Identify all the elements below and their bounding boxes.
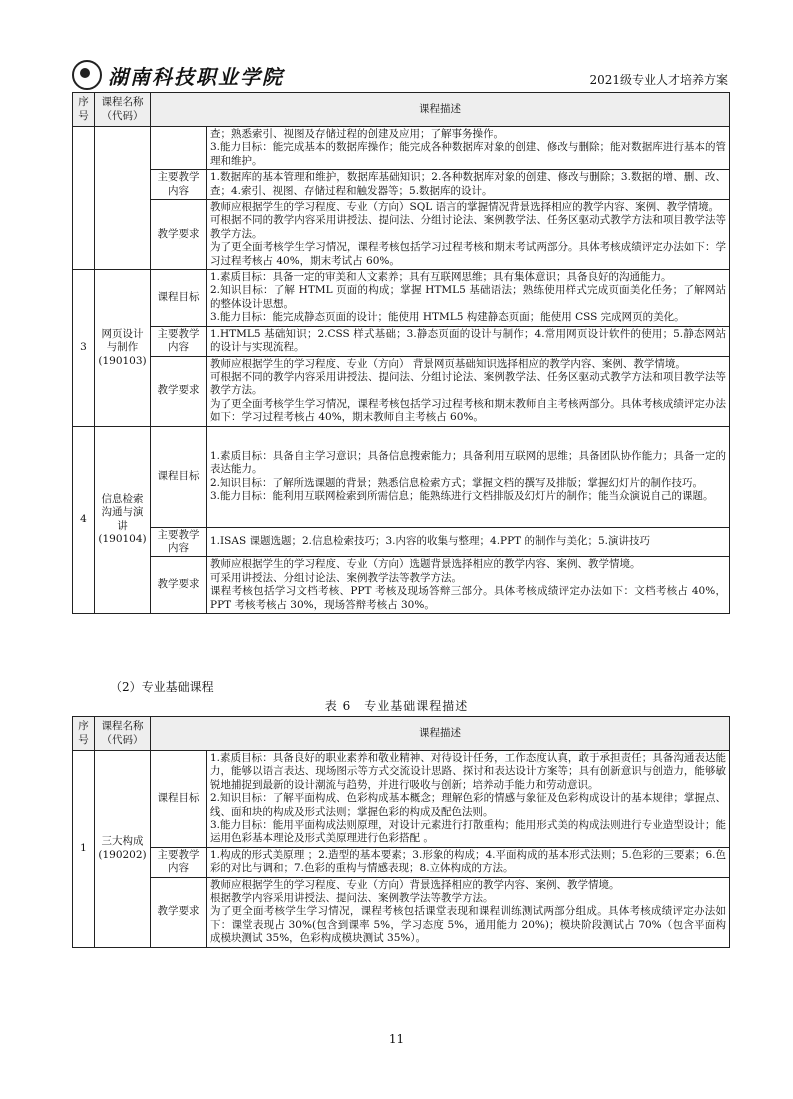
req-text [207,877,730,947]
req-line: 根据教学内容采用讲授法、提问法、案例教学法等教学方法。 [210,892,494,905]
table-header-row [73,93,730,127]
col-desc-header: 课程描述 [151,93,730,127]
table-header-row [73,717,730,751]
course-name: 网页设计与制作 [101,327,144,354]
goal-text [207,270,730,327]
plan-title: 2021级专业人才培养方案 [589,73,728,87]
course-name: 信息检索沟通与演讲 [101,492,144,532]
section-heading: （2）专业基础课程 [110,680,214,694]
seq-cell [73,127,95,270]
row-label-req: 教学要求 [151,877,207,947]
goal-line: 3.能力目标：能完成基本的数据库操作；能完成各种数据库对象的创建、修改与删除；能对数据库进行基本的管理和维护。 [210,141,726,167]
course-name-cell [95,270,151,426]
goal-line: 1.素质目标：具备自主学习意识；具备信息搜索能力；具备利用互联网的思维；具备团队协作能力；具备一定的表达能力。 [210,449,726,476]
goal-line: 3.能力目标：能完成静态页面的设计；能使用 HTML5 构建静态页面；能使用 CSS 完成网页的美化。 [210,311,685,324]
school-emblem-icon [72,60,102,90]
table-row [73,270,730,327]
row-label-goal: 课程目标 [151,270,207,327]
page-number: 11 [388,1032,405,1046]
row-label-goal [151,127,207,170]
school-logo [72,60,284,90]
content-text: 1.构成的形式美原理 ；2.造型的基本要素；3.形象的构成；4.平面构成的基本形式法则；5.色彩的三要素；6.色彩的对比与调和；7.色彩的重构与情感表现；8.立体构成的方法。 [207,847,730,877]
table-row [73,847,730,877]
col-desc-header: 课程描述 [151,717,730,751]
content-text: 1.数据库的基本管理和维护，数据库基础知识；2.各种数据库对象的创建、修改与删除；3.数据的增、删、改、查；4.索引、视图、存储过程和触发器等；5.数据库的设计。 [207,170,730,200]
table-row [73,557,730,614]
goal-line: 2.知识目标：了解平面构成、色彩构成基本概念；理解色彩的情感与象征及色彩构成设计的基本规律；掌握点、线、面和块的构成及形式法则；掌握色彩的构成及配色法则。 [210,792,726,818]
course-table-continued [72,92,730,614]
req-line: 为了更全面考核学生学习情况，课程考核包括课堂表现和课程训练测试两部分组成。具体考核成绩评定办法如下：课堂表现占 30%(包含到课率 5%，学习态度 5%，通用能力 20%)；模块阶段测试占 70%（包含平面构成模块测试 35%，色彩构成模块测试 35%）。 [210,905,726,945]
goal-line: 1.素质目标：具备良好的职业素养和敬业精神、对待设计任务，工作态度认真，敢于承担责任；具备沟通表达能力，能够以语言表达、现场图示等方式交流设计思路、探讨和表达设计方案等；具有创新意识与创造力，能够敏锐地捕捉到最新的设计潮流与趋势，并进行吸收与创新；培养动手能力和劳动意识。 [210,752,726,791]
req-line: 为了更全面考核学生学习情况，课程考核包括学习过程考核和期末考试两部分。具体考核成绩评定办法如下：学习过程考核占 40%，期末考试占 60%。 [210,241,726,267]
goal-line: 查；熟悉索引、视图及存储过程的创建及应用；了解事务操作。 [210,128,504,140]
page-header [72,58,730,93]
col-seq-header: 序号 [73,93,95,127]
course-code: (190103) [98,354,147,367]
row-label-req: 教学要求 [151,557,207,614]
course-code: (190202) [98,848,147,861]
goal-line: 3.能力目标：能用平面构成法则原理，对设计元素进行打散重构；能用形式美的构成法则进行专业造型设计；能运用色彩基本理论及形式美原理进行色彩搭配 。 [210,819,726,845]
row-label-req: 教学要求 [151,200,207,270]
row-label-req: 教学要求 [151,356,207,426]
req-line: 教师应根据学生的学习程度、专业（方向）背景选择相应的教学内容、案例、教学情境。 [210,878,620,891]
course-name: 三大构成 [101,835,144,848]
req-line: 教师应根据学生的学习程度、专业（方向）选题背景选择相应的教学内容、案例、教学情境。 [210,558,641,571]
table-row [73,877,730,947]
content-text: 1.ISAS 课题选题；2.信息检索技巧；3.内容的收集与整理；4.PPT 的制作与美化；5.演讲技巧 [207,527,730,557]
goal-line: 2.知识目标：了解 HTML 页面的构成；掌握 HTML5 基础语法；熟练使用样式完成页面美化任务；了解网站的整体设计思想。 [210,284,726,310]
seq-cell: 4 [73,426,95,613]
req-line: 可根据不同的教学内容采用讲授法、提问法、分组讨论法、案例教学法、任务区驱动式教学方法和项目教学法等教学方法。 [210,214,726,240]
table-row [73,200,730,270]
req-text [207,200,730,270]
seq-cell: 1 [73,751,95,948]
table-caption: 表 6 专业基础课程描述 [324,699,469,713]
col-seq-header: 序号 [73,717,95,751]
req-text [207,557,730,614]
row-label-goal: 课程目标 [151,426,207,527]
row-label-content: 主要教学内容 [151,847,207,877]
req-line: 可根据不同的教学内容采用讲授法、提问法、分组讨论法、案例教学法、任务区驱动式教学方法和项目教学法等教学方法。 [210,370,726,397]
content-text: 1.HTML5 基础知识；2.CSS 样式基础；3.静态页面的设计与制作；4.常用网页设计软件的使用；5.静态网站的设计与实现流程。 [207,326,730,356]
req-line: 课程考核包括学习文档考核、PPT 考核及现场答辩三部分。具体考核成绩评定办法如下：文档考核占 40%，PPT 考核考核占 30%，现场答辩考核占 30%。 [210,585,726,611]
req-line: 教师应根据学生的学习程度、专业（方向）SQL 语言的掌握情况背景选择相应的教学内容、案例、教学情境。 [210,201,720,214]
goal-text [207,426,730,527]
seq-cell: 3 [73,270,95,426]
goal-line: 1.素质目标：具备一定的审美和人文素养；具有互联网思维；具有集体意识；具备良好的沟通能力。 [210,271,672,284]
goal-line: 3.能力目标：能利用互联网检索到所需信息；能熟练进行文档排版及幻灯片的制作；能当众演说自己的课题。 [210,489,714,502]
col-course-name-header: 课程名称（代码） [95,93,151,127]
school-name: 湖南科技职业学院 [108,64,284,89]
table-row [73,326,730,356]
row-label-goal: 课程目标 [151,751,207,848]
goal-line: 2.知识目标：了解所选课题的背景；熟悉信息检索方式；掌握文档的撰写及排版；掌握幻灯片的制作技巧。 [210,476,704,489]
basic-course-table [72,716,730,948]
course-code: (190104) [98,533,147,546]
course-name-cell [95,127,151,270]
req-text [207,356,730,426]
table-row [73,170,730,200]
goal-text [207,127,730,170]
req-line: 为了更全面考核学生学习情况，课程考核包括学习过程考核和期末教师自主考核两部分。具体考核成绩评定办法如下：学习过程考核占 40%，期末教师自主考核占 60%。 [210,397,726,424]
table-row [73,426,730,527]
goal-text [207,751,730,848]
course-name-cell [95,751,151,948]
row-label-content: 主要教学内容 [151,170,207,200]
table-row [73,527,730,557]
course-name-cell [95,426,151,613]
table-row [73,751,730,848]
row-label-content: 主要教学内容 [151,326,207,356]
table-row [73,356,730,426]
req-line: 可采用讲授法、分组讨论法、案例教学法等教学方法。 [210,571,462,584]
table-row [73,127,730,170]
row-label-content: 主要教学内容 [151,527,207,557]
req-line: 教师应根据学生的学习程度、专业（方向） 背景网页基础知识选择相应的教学内容、案例、教学情境。 [210,357,686,370]
col-course-name-header: 课程名称（代码） [95,717,151,751]
